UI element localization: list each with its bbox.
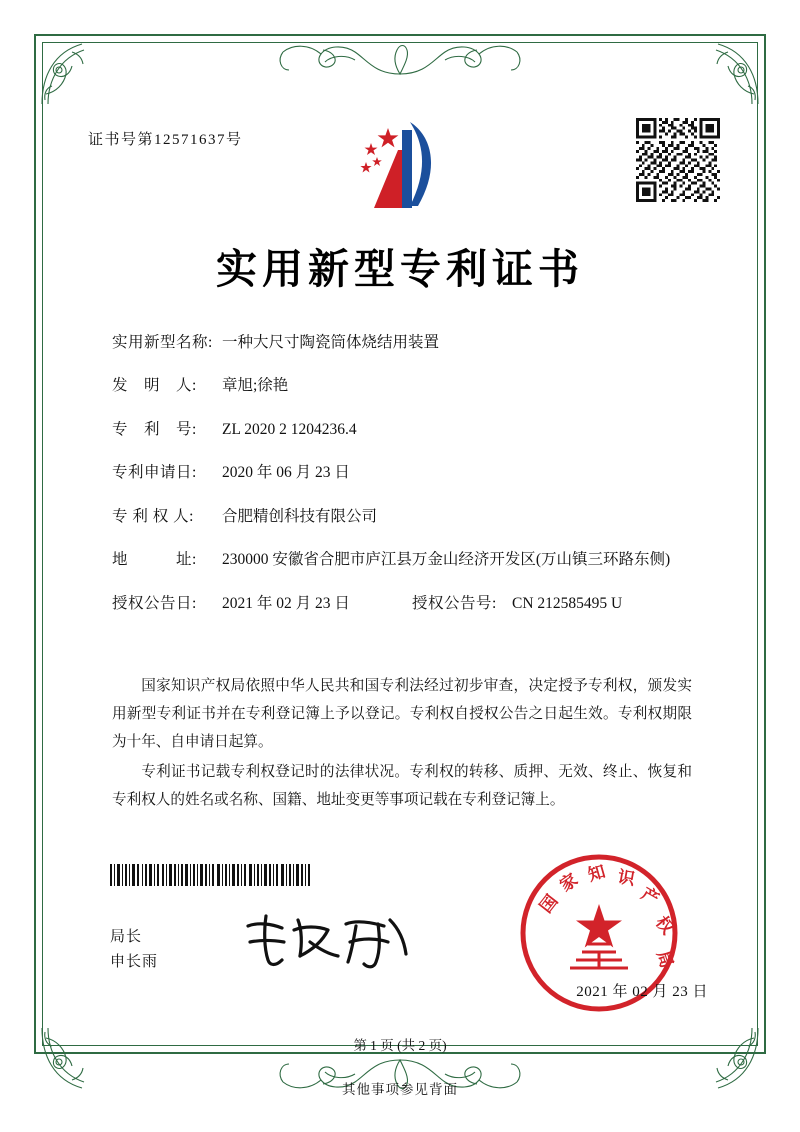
field-utility-model-name	[112, 332, 702, 354]
svg-text:知: 知	[585, 861, 608, 885]
corner-ornament-icon	[36, 36, 110, 110]
svg-text:权: 权	[651, 912, 678, 938]
legal-text-block	[112, 672, 692, 816]
field-patent-number	[112, 419, 702, 441]
corner-ornament-icon	[690, 36, 764, 110]
field-value: 合肥精创科技有限公司	[222, 507, 378, 525]
field-label: 专 利 权 人:	[112, 507, 194, 525]
handwritten-signature-icon	[238, 908, 418, 974]
director-name: 申长雨	[110, 953, 159, 970]
field-label: 授权公告日:	[112, 594, 197, 612]
page-title: 实用新型专利证书	[216, 246, 584, 292]
field-application-date	[112, 462, 702, 484]
issue-date: 2021 年 02 月 23 日	[576, 984, 708, 1000]
svg-text:识: 识	[616, 867, 637, 889]
svg-text:国: 国	[536, 891, 562, 917]
field-label: 地 址:	[112, 551, 197, 569]
field-label: 授权公告号:	[412, 594, 497, 612]
page-number: 第 1 页 (共 2 页)	[353, 1038, 447, 1053]
field-value: 2021 年 02 月 23 日	[222, 594, 350, 612]
field-announcement-date	[112, 593, 412, 615]
field-label: 实用新型名称:	[112, 334, 213, 351]
field-patentee	[112, 506, 702, 528]
legal-paragraph: 专利证书记载专利权登记时的法律状况。专利权的转移、质押、无效、终止、恢复和专利权人的姓名或名称、国籍、地址变更等事项记载在专利登记簿上。	[112, 764, 692, 809]
svg-text:家: 家	[556, 869, 582, 896]
qr-code-icon	[636, 118, 720, 202]
top-flourish-icon	[235, 30, 565, 78]
director-title: 局长	[110, 929, 143, 945]
svg-text:产: 产	[638, 884, 663, 909]
field-value: 230000 安徽省合肥市庐江县万金山经济开发区(万山镇三环路东侧)	[222, 551, 671, 569]
footnote: 其他事项参见背面	[342, 1082, 458, 1097]
field-label: 发 明 人:	[112, 377, 197, 395]
cnipa-logo-icon	[340, 110, 460, 220]
field-label: 专 利 号:	[112, 420, 197, 438]
field-value: 章旭;徐艳	[222, 377, 289, 395]
field-address	[112, 549, 702, 571]
field-inventor	[112, 375, 702, 397]
certificate-number: 证书号第12571637号	[88, 132, 243, 148]
director-block	[110, 925, 158, 975]
field-value: ZL 2020 2 1204236.4	[222, 420, 357, 438]
svg-text:局: 局	[653, 948, 677, 971]
field-value: CN 212585495 U	[512, 594, 623, 612]
field-grant-row	[112, 593, 702, 615]
field-list	[112, 332, 702, 631]
field-value: 2020 年 06 月 23 日	[222, 464, 350, 482]
field-announcement-number	[412, 593, 702, 615]
field-label: 专利申请日:	[112, 464, 197, 482]
field-value: 一种大尺寸陶瓷筒体烧结用装置	[222, 334, 440, 351]
barcode-icon	[110, 864, 310, 886]
legal-paragraph: 国家知识产权局依照中华人民共和国专利法经过初步审查，决定授予专利权，颁发实用新型专利证书并在专利登记簿上予以登记。专利权自授权公告之日起生效。专利权期限为十年、自申请日起算。	[112, 678, 692, 751]
